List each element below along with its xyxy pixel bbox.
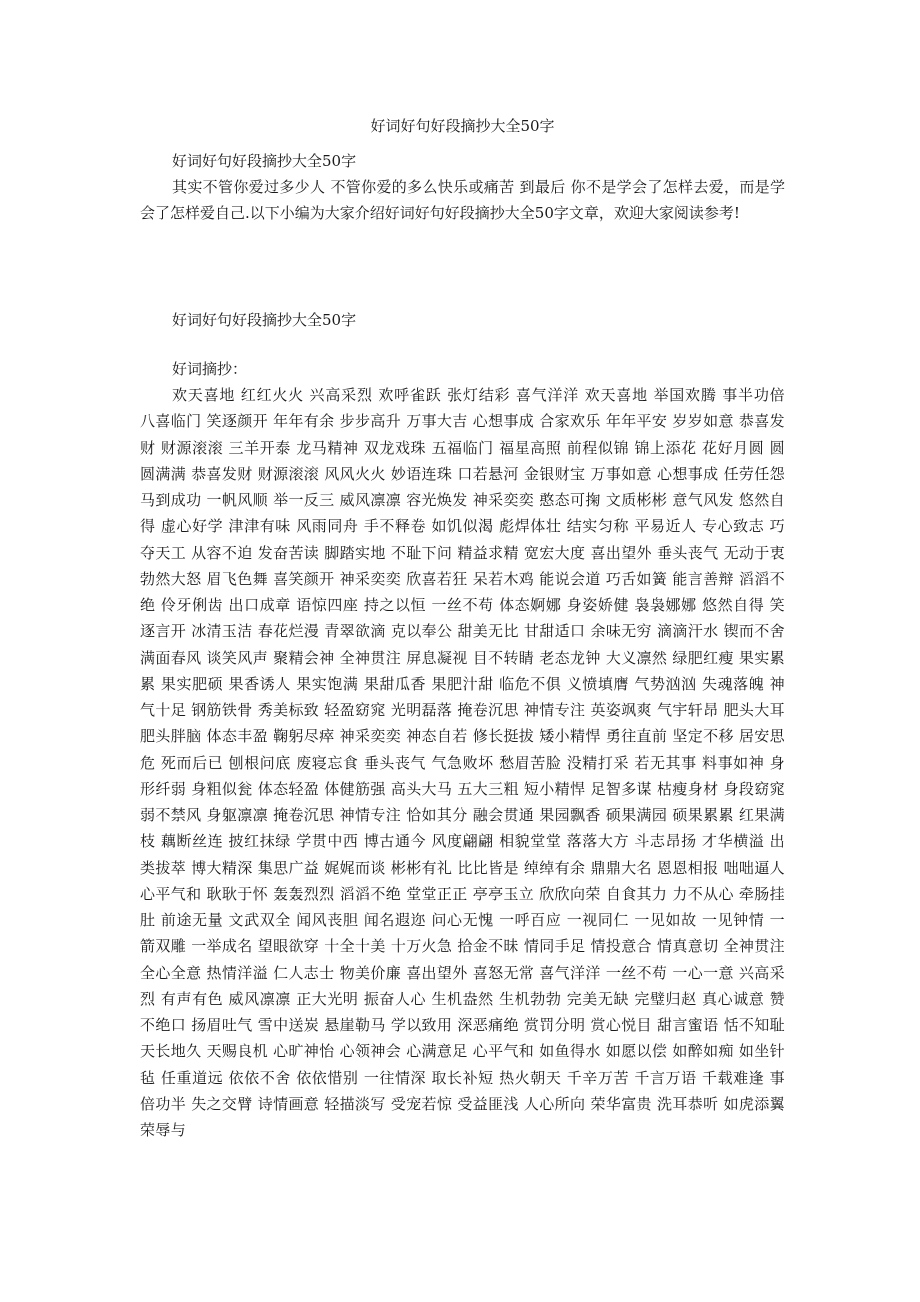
document-page (140, 0, 785, 1302)
section-heading: 好词好句好段摘抄大全50字 (172, 311, 357, 329)
words-label: 好词摘抄： (172, 360, 248, 378)
document-subtitle: 好词好句好段摘抄大全50字 (172, 152, 357, 170)
words-list-paragraph: 欢天喜地 红红火火 兴高采烈 欢呼雀跃 张灯结彩 喜气洋洋 欢天喜地 举国欢腾 事半功倍 八喜临门 笑逐颜开 年年有余 步步高升 万事大吉 心想事成 合家欢乐 年年平安 岁岁如意 恭喜发财 财源滚滚 三羊开泰 龙马精神 双龙戏珠 五福临门 福星高照 前程似锦 锦上添花 花好月圆 圆圆满满 恭喜发财 财源滚滚 风风火火 妙语连珠 口若悬河 金银财宝 万事如意 心想事成 任劳任怨 马到成功 一帆风顺 举一反三 威风凛凛 容光焕发 神采奕奕 憨态可掬 文质彬彬 意气风发 悠然自得 虚心好学 津津有味 风雨同舟 手不释卷 如饥似渴 彪焊体壮 结实匀称 平易近人 专心致志 巧夺天工 从容不迫 发奋苦读 脚踏实地 不耻下问 精益求精 宽宏大度 喜出望外 垂头丧气 无动于衷 勃然大怒 眉飞色舞 喜笑颜开 神采奕奕 欣喜若狂 呆若木鸡 能说会道 巧舌如簧 能言善辩 滔滔不绝 伶牙俐齿 出口成章 语惊四座 持之以恒 一丝不苟 体态婀娜 身姿娇健 袅袅娜娜 悠然自得 笑逐言开 冰清玉洁 春花烂漫 青翠欲滴 克以奉公 甜美无比 甘甜适口 余味无穷 滴滴汗水 锲而不舍 满面春风 谈笑风声 聚精会神 全神贯注 屏息凝视 目不转睛 老态龙钟 大义凛然 绿肥红瘦 果实累累 果实肥硕 果香诱人 果实饱满 果甜瓜香 果肥汁甜 临危不俱 义愤填膺 气势汹汹 失魂落魄 神气十足 钢筋铁骨 秀美标致 轻盈窈窕 光明磊落 掩卷沉思 神情专注 英姿飒爽 气宇轩昂 肥头大耳 肥头胖脑 体态丰盈 鞠躬尽瘁 神采奕奕 神态自若 修长挺拔 矮小精悍 勇往直前 坚定不移 居安思危 死而后已 刨根问底 废寝忘食 垂头丧气 气急败坏 愁眉苦脸 没精打采 若无其事 料事如神 身形纤弱 身粗似瓮 体态轻盈 体健筋强 高头大马 五大三粗 短小精悍 足智多谋 枯瘦身材 身段窈窕 弱不禁风 身躯凛凛 掩卷沉思 神情专注 恰如其分 融会贯通 果园飘香 硕果满园 硕果累累 红果满枝 藕断丝连 披红抹绿 学贯中西 博古通今 风度翩翩 相貌堂堂 落落大方 斗志昂扬 才华横溢 出类拔萃 博大精深 集思广益 娓娓而谈 彬彬有礼 比比皆是 绰绰有余 鼎鼎大名 恩恩相报 咄咄逼人 心平气和 耿耿于怀 轰轰烈烈 滔滔不绝 堂堂正正 亭亭玉立 欣欣向荣 自食其力 力不从心 牵肠挂肚 前途无量 文武双全 闻风丧胆 闻名遐迩 问心无愧 一呼百应 一视同仁 一见如故 一见钟情 一箭双雕 一举成名 望眼欲穿 十全十美 十万火急 拾金不昧 情同手足 情投意合 情真意切 全神贯注 全心全意 热情洋溢 仁人志士 物美价廉 喜出望外 喜怒无常 喜气洋洋 一丝不苟 一心一意 兴高采烈 有声有色 威风凛凛 正大光明 振奋人心 生机盎然 生机勃勃 完美无缺 完璧归赵 真心诚意 赞不绝口 扬眉吐气 雪中送炭 悬崖勒马 学以致用 深恶痛绝 赏罚分明 赏心悦目 甜言蜜语 恬不知耻 天长地久 天赐良机 心旷神怡 心领神会 心满意足 心平气和 如鱼得水 如愿以偿 如醉如痴 如坐针毡 任重道远 依依不舍 依依惜别 一往情深 取长补短 热火朝天 千辛万苦 千言万语 千载难逢 事倍功半 失之交臂 诗情画意 轻描淡写 受宠若惊 受益匪浅 人心所向 荣华富贵 洗耳恭听 如虎添翼 荣辱与 (140, 386, 785, 1139)
document-title: 好词好句好段摘抄大全50字 (370, 117, 555, 135)
intro-paragraph: 其实不管你爱过多少人 不管你爱的多么快乐或痛苦 到最后 你不是学会了怎样去爱，而是学会了怎样爱自己.以下小编为大家介绍好词好句好段摘抄大全50字文章，欢迎大家阅读参考! (140, 178, 785, 223)
